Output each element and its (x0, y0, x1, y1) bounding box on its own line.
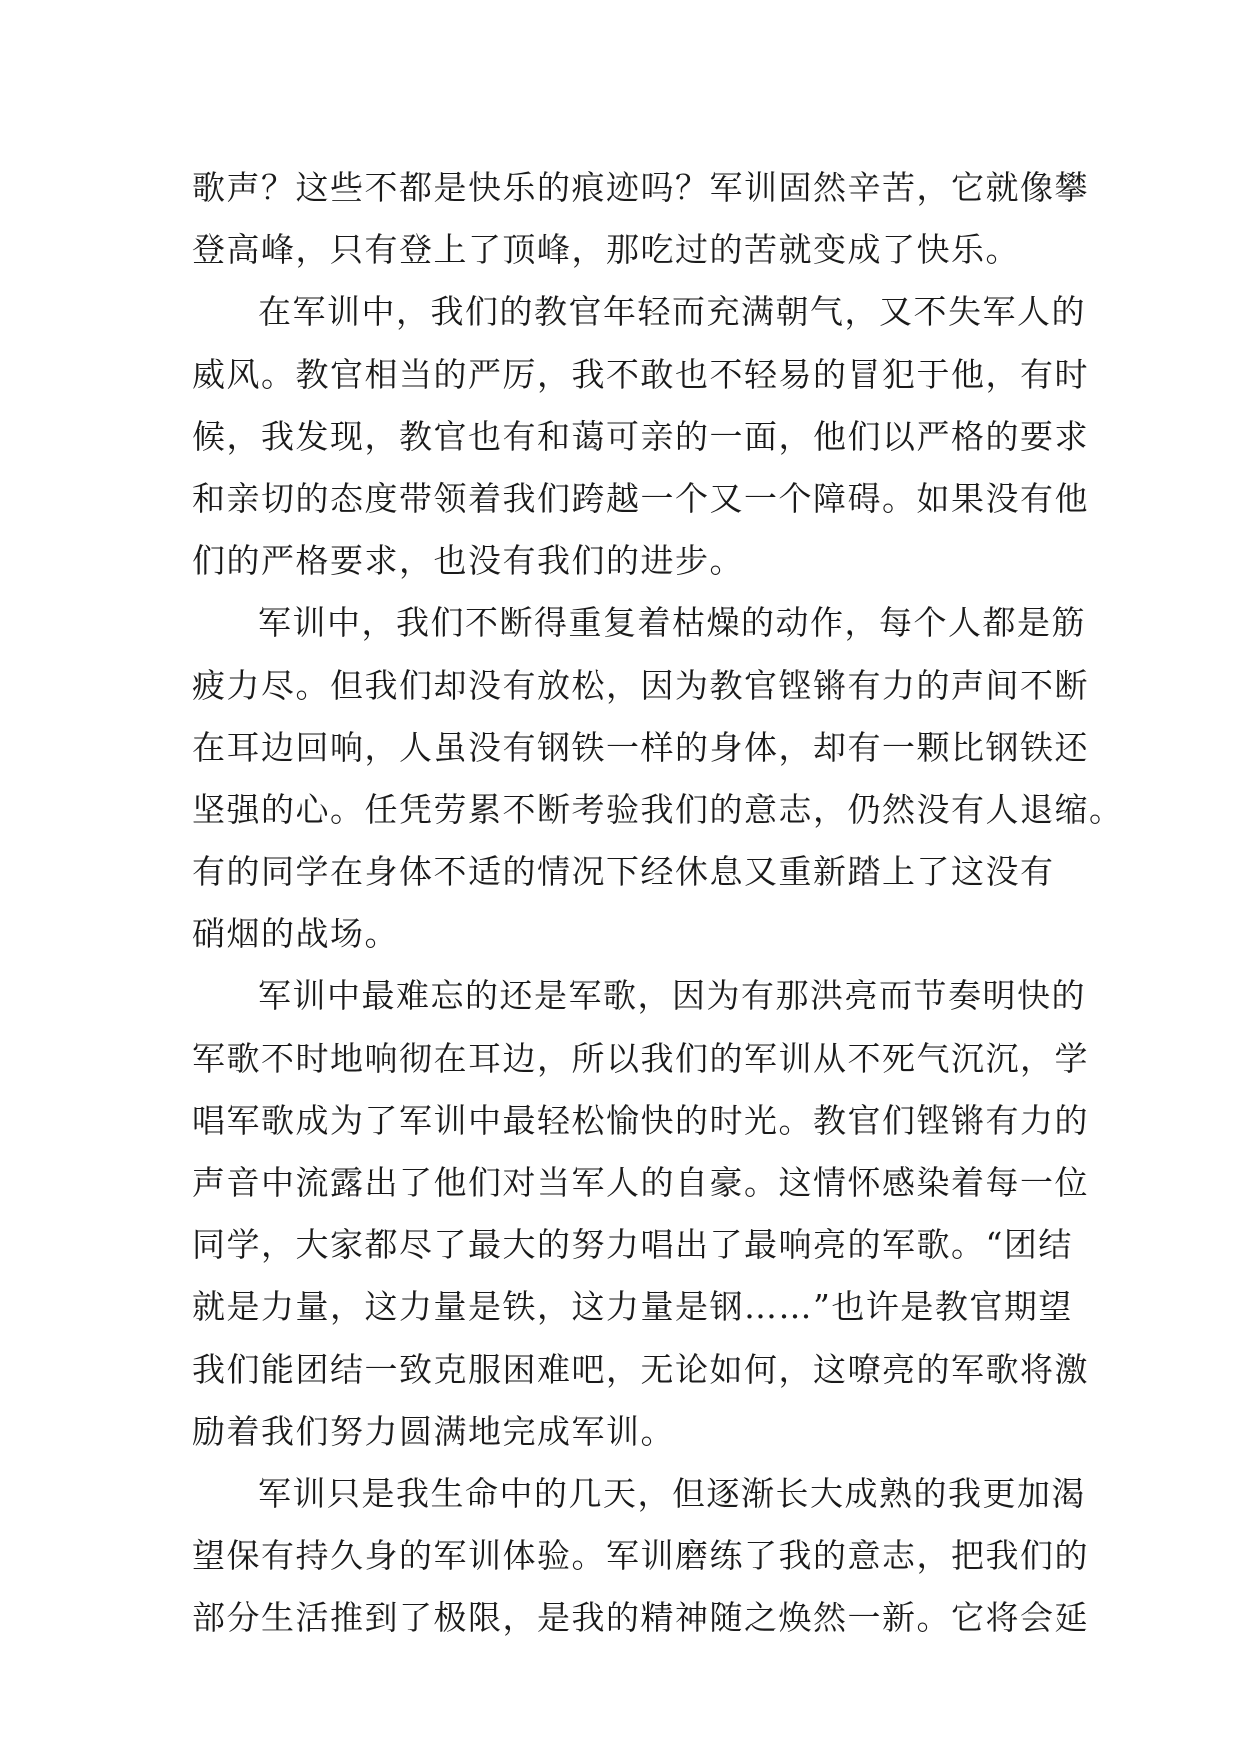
text-line: 唱军歌成为了军训中最轻松愉快的时光。教官们铿锵有力的 (192, 1100, 1089, 1140)
text-line: 硝烟的战场。 (192, 914, 399, 954)
text-line: 我们能团结一致克服困难吧，无论如何，这嘹亮的军歌将激 (192, 1349, 1089, 1389)
text-line: 有的同学在身体不适的情况下经休息又重新踏上了这没有 (192, 852, 1055, 892)
text-line: 威风。教官相当的严厉，我不敢也不轻易的冒犯于他，有时 (192, 354, 1089, 394)
text-line: 望保有持久身的军训体验。军训磨练了我的意志，把我们的 (192, 1536, 1089, 1576)
text-line: 和亲切的态度带领着我们跨越一个又一个障碍。如果没有他 (192, 478, 1089, 518)
text-line: 登高峰，只有登上了顶峰，那吃过的苦就变成了快乐。 (192, 230, 1020, 270)
text-line: 在耳边回响，人虽没有钢铁一样的身体，却有一颗比钢铁还 (192, 727, 1089, 767)
text-line: 声音中流露出了他们对当军人的自豪。这情怀感染着每一位 (192, 1163, 1089, 1202)
essay-body (192, 157, 1124, 1650)
text-line: 就是力量，这力量是铁，这力量是钢……”也许是教官期望 (192, 1287, 1073, 1327)
text-line: 们的严格要求，也没有我们的进步。 (192, 541, 744, 581)
text-line: 军训只是我生命中的几天，但逐渐长大成熟的我更加渴 (258, 1473, 1086, 1513)
text-line: 候，我发现，教官也有和蔼可亲的一面，他们以严格的要求 (192, 416, 1089, 456)
text-line: 在军训中，我们的教官年轻而充满朝气，又不失军人的 (258, 292, 1086, 332)
text-line: 同学，大家都尽了最大的努力唱出了最响亮的军歌。“团结 (192, 1225, 1073, 1265)
text-line: 坚强的心。任凭劳累不断考验我们的意志，仍然没有人退缩。 (192, 789, 1124, 829)
text-line: 军训中最难忘的还是军歌，因为有那洪亮而节奏明快的 (258, 976, 1086, 1016)
text-line: 军歌不时地响彻在耳边，所以我们的军训从不死气沉沉，学 (192, 1038, 1089, 1078)
text-line: 歌声？这些不都是快乐的痕迹吗？军训固然辛苦，它就像攀 (192, 168, 1089, 207)
text-line: 疲力尽。但我们却没有放松，因为教官铿锵有力的声间不断 (192, 665, 1089, 705)
text-line: 励着我们努力圆满地完成军训。 (192, 1411, 675, 1451)
text-line: 军训中，我们不断得重复着枯燥的动作，每个人都是筋 (258, 603, 1086, 643)
text-line: 部分生活推到了极限，是我的精神随之焕然一新。它将会延 (192, 1598, 1089, 1638)
